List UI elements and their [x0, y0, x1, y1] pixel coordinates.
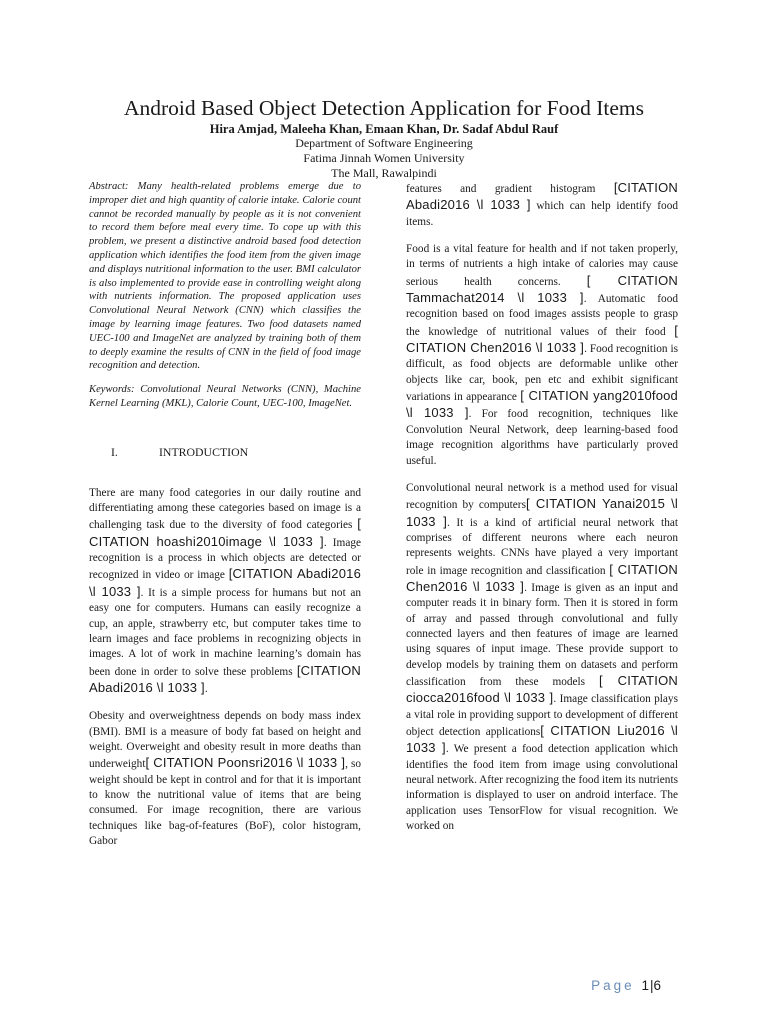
abstract: Abstract: Many health-related problems emerge due to improper diet and high quantity of calorie intake. Calorie count cannot be recorded manually by people as it is not convenient to record them before meal every time. To cope up with this problem, we present a distinctive android based food detection application which identifies the food item from the given image and displays nutritional information to the user. BMI calculator is also implemented to provide ease in controlling weight along with nutrients information. The proposed application uses Convolutional Neural Network (CNN) which classifies the image by learning image features. Two food datasets named UEC-100 and ImageNet are analyzed by training both of them to deeply examine the results of CNN in the field of food image recognition and detection. [89, 181, 361, 372]
citation: [CITATION Abadi2016 \l 1033 ] [89, 662, 361, 695]
page-number: 1 [641, 978, 650, 993]
page-label: Page [591, 978, 635, 993]
paper-title: Android Based Object Detection Application for Food Items [123, 96, 645, 120]
body-paragraph-food: Food is a vital feature for health and if not taken properly, in terms of nutrients a high intake of calories may cause serious health concerns. [ CITATION Tammachat2014 \l 1033 ]. Automatic food recognition based on food images assists people to grasp the knowledge of nutritional values of their food [ CITATION Chen2016 \l 1033 ]. Food recognition is difficult, as food objects are deformable unlike other objects like car, book, pen etc and exhibit significant variations in appearance [ CITATION yang2010food \l 1033 ]. For food recognition, techniques like Convolution Neural Network, deep learning-based food image recognition algorithms have particularly proved useful. [406, 243, 678, 467]
citation: [CITATION Abadi2016 \l 1033 ] [406, 180, 678, 213]
body-paragraph-cnn: Convolutional neural network is a method used for visual recognition by computers[ CITATION Yanai2015 \l 1033 ]. It is a kind of artificial neural network that comprises of different neurons where each neuron represents weights. CNNs have played a very important role in image recognition and classification [ CITATION Chen2016 \l 1033 ]. Image is given as an input and computer reads it in binary form. Then it is stored in form of array and passed through convolutional and fully connected layers and then features of image are learned using squares of input image. These provide support to develop models by training them on datasets and perform classification from these models [ CITATION ciocca2016food \l 1033 ]. Image classification plays a vital role in providing support to development of different object detection applications[ CITATION Liu2016 \l 1033 ]. We present a food detection application which identifies the food item from image using convolutional neural network. After recognizing the food item its nutrients information is displayed to user on android interface. The application uses TensorFlow for visual recognition. We worked on [406, 481, 678, 833]
body-paragraph-continued: features and gradient histogram [CITATION Abadi2016 \l 1033 ] which can help identify food items. [406, 180, 678, 228]
citation: [ CITATION Liu2016 \l 1033 ] [406, 723, 678, 756]
citation: [ CITATION Tammachat2014 \l 1033 ] [406, 272, 678, 306]
intro-paragraph-1: There are many food categories in our daily routine and differentiating among these categories based on image is a challenging task due to the diversity of food categories [ CITATION hoashi2010image \l 1033 ]. Image recognition is a process in which objects are detected or recognized in video or image [CITATION Abadi2016 \l 1033 ]. It is a simple process for humans but not an easy one for computers. Humans can easily recognize a cup, an apple, strawberry etc, but computer takes time to learn images and face problems in recognizing objects in images. A lot of work in machine learning’s domain has been done in order to solve these problems [CITATION Abadi2016 \l 1033 ]. [89, 486, 361, 695]
citation: [ CITATION Chen2016 \l 1033 ] [406, 322, 678, 356]
intro-paragraph-2: Obesity and overweightness depends on body mass index (BMI). BMI is a measure of body fat based on height and weight. Overweight and obesity result in more deaths than underweight[ CITATION Poonsri2016 \l 1033 ], so weight should be kept in control and for that it is important to know the nutritional value of items that are being consumed. For image recognition, there are various techniques like bag-of-features (BoF), color histogram, Gabor [89, 710, 361, 847]
section-title: INTRODUCTION [159, 444, 249, 459]
citation: [ CITATION Chen2016 \l 1033 ] [406, 561, 678, 594]
citation: [ CITATION hoashi2010image \l 1033 ] [89, 516, 361, 549]
page-separator: | [649, 978, 654, 993]
affiliation-department: Department of Software Engineering [295, 136, 473, 150]
affiliation-university: Fatima Jinnah Women University [303, 151, 465, 165]
left-column [89, 180, 361, 849]
citation: [CITATION Abadi2016 \l 1033 ] [89, 566, 361, 599]
page-total: 6 [653, 978, 662, 993]
section-number: I. [111, 444, 118, 459]
citation: [ CITATION Poonsri2016 \l 1033 ] [145, 755, 346, 771]
section-heading-introduction [89, 444, 361, 460]
citation: [ CITATION yang2010food \l 1033 ] [406, 388, 678, 421]
citation: [ CITATION ciocca2016food \l 1033 ] [406, 672, 678, 706]
citation: [ CITATION Yanai2015 \l 1033 ] [406, 496, 678, 529]
paper-authors: Hira Amjad, Maleeha Khan, Emaan Khan, Dr. Sadaf Abdul Rauf [209, 122, 559, 136]
keywords: Keywords: Convolutional Neural Networks (CNN), Machine Kernel Learning (MKL), Calorie Count, UEC-100, ImageNet. [89, 384, 361, 409]
right-column [406, 180, 678, 834]
affiliation-location: The Mall, Rawalpindi [331, 166, 437, 180]
page-footer [591, 978, 662, 993]
